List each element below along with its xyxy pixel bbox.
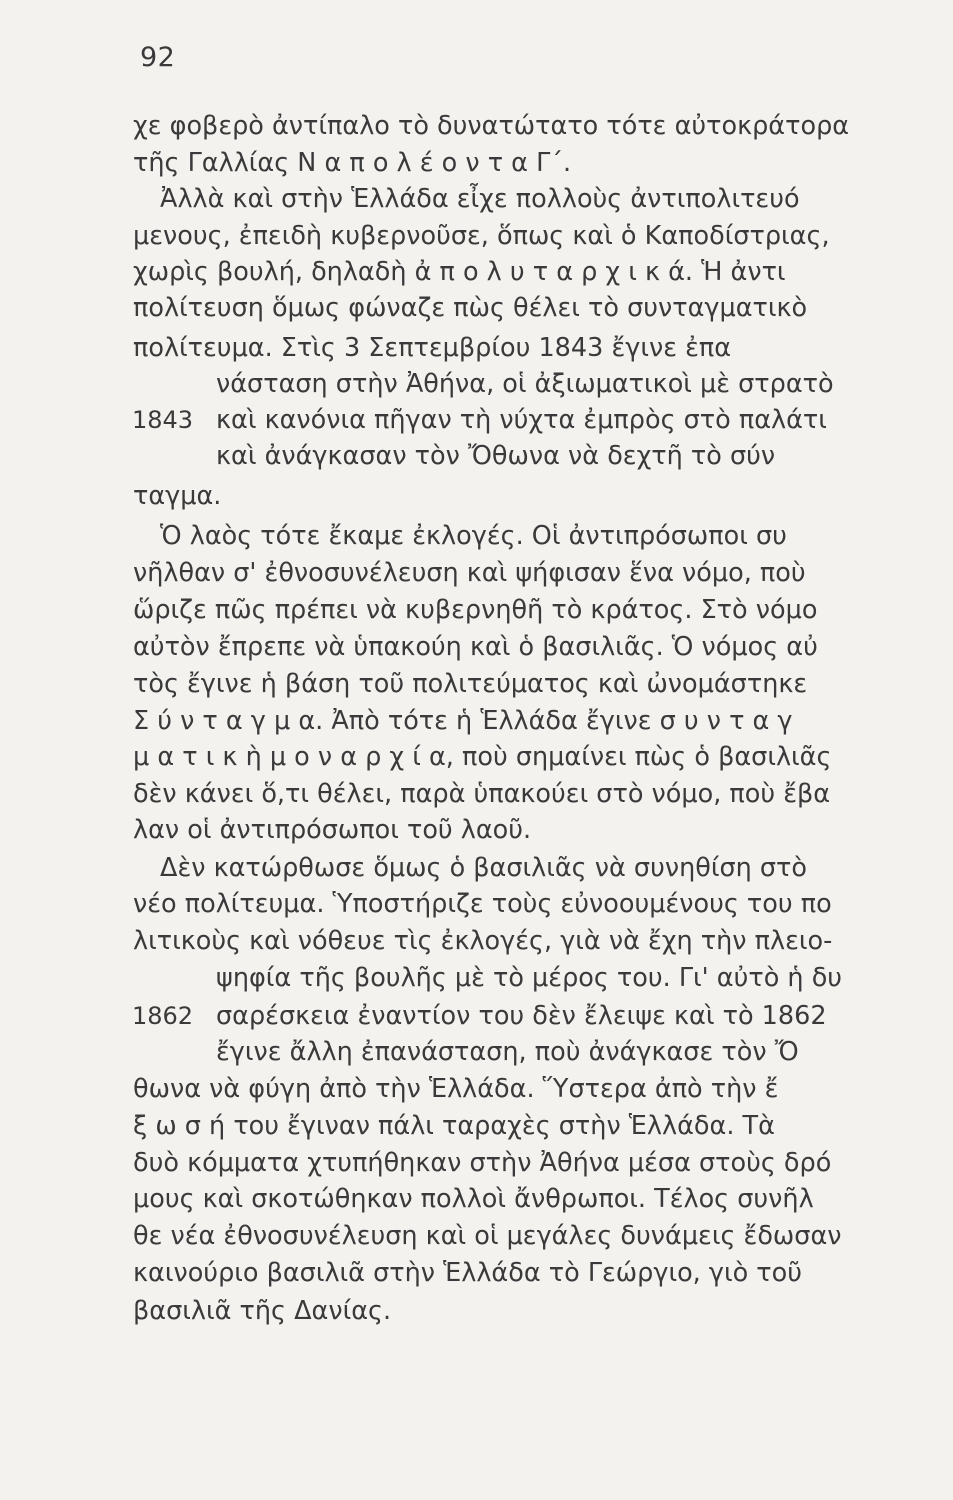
text-line: ξ ω σ ή του ἔγιναν πάλι ταραχὲς στὴν Ἑλλάδα. Τὰ <box>133 1111 775 1141</box>
text-line: μ α τ ι κ ὴ μ ο ν α ρ χ ί α, ποὺ σημαίνει πὼς ὁ βασιλιᾶς <box>133 742 832 772</box>
text-line: λαν οἱ ἀντιπρόσωποι τοῦ λαοῦ. <box>133 815 532 845</box>
text-line: αὐτὸν ἔπρεπε νὰ ὑπακούη καὶ ὁ βασιλιᾶς. Ὁ νόμος αὐ <box>133 632 818 662</box>
text-line: ἔγινε ἄλλη ἐπανάσταση, ποὺ ἀνάγκασε τὸν Ὄ <box>216 1037 799 1067</box>
text-line: Ὁ λαὸς τότε ἔκαμε ἐκλογές. Οἱ ἀντιπρόσωποι συ <box>160 521 787 551</box>
text-line: τῆς Γαλλίας Ν α π ο λ έ ο ν τ α Γ΄. <box>133 148 572 178</box>
text-line: ψηφία τῆς βουλῆς μὲ τὸ μέρος του. Γι' αὐτὸ ἡ δυ <box>216 963 843 993</box>
text-line: Δὲν κατώρθωσε ὅμως ὁ βασιλιᾶς νὰ συνηθίση στὸ <box>160 853 808 883</box>
text-line: λιτικοὺς καὶ νόθευε τὶς ἐκλογές, γιὰ νὰ ἔχη τὴν πλειο- <box>133 926 833 956</box>
text-line: δυὸ κόμματα χτυπήθηκαν στὴν Ἀθήνα μέσα στοὺς δρό <box>133 1148 832 1178</box>
text-line: θωνα νὰ φύγη ἀπὸ τὴν Ἑλλάδα. Ὕστερα ἀπὸ τὴν ἔ <box>133 1074 779 1104</box>
text-line: νάσταση στὴν Ἀθήνα, οἱ ἀξιωματικοὶ μὲ στρατὸ <box>216 369 834 399</box>
page-number: 92 <box>140 42 176 73</box>
text-line: πολίτευμα. Στὶς 3 Σεπτεμβρίου 1843 ἔγινε ἐπα <box>133 333 732 363</box>
text-line: τὸς ἔγινε ἡ βάση τοῦ πολιτεύματος καὶ ὠνομάστηκε <box>133 669 808 699</box>
text-line: ταγμα. <box>133 481 222 511</box>
text-line: καὶ κανόνια πῆγαν τὴ νύχτα ἐμπρὸς στὸ παλάτι <box>216 405 827 435</box>
text-line: βασιλιᾶ τῆς Δανίας. <box>133 1296 392 1326</box>
text-line: Σ ύ ν τ α γ μ α. Ἀπὸ τότε ἡ Ἑλλάδα ἔγινε σ υ ν τ α γ <box>133 706 793 736</box>
margin-note-1862: 1862 <box>132 1002 194 1030</box>
text-line: σαρέσκεια ἐναντίον του δὲν ἔλειψε καὶ τὸ 1862 <box>216 1001 827 1031</box>
text-line: χε φοβερὸ ἀντίπαλο τὸ δυνατώτατο τότε αὐτοκράτορα <box>133 111 850 141</box>
text-line: νέο πολίτευμα. Ὑποστήριζε τοὺς εὐνοουμένους του πο <box>133 889 832 919</box>
text-line: νῆλθαν σ' ἐθνοσυνέλευση καὶ ψήφισαν ἕνα νόμο, ποὺ <box>133 558 806 588</box>
text-line: μενους, ἐπειδὴ κυβερνοῦσε, ὅπως καὶ ὁ Καποδίστριας, <box>133 221 830 251</box>
text-line: Ἀλλὰ καὶ στὴν Ἑλλάδα εἶχε πολλοὺς ἀντιπολιτευό <box>160 184 800 214</box>
text-line: ὥριζε πῶς πρέπει νὰ κυβερνηθῆ τὸ κράτος. Στὸ νόμο <box>133 595 818 625</box>
text-line: δὲν κάνει ὅ,τι θέλει, παρὰ ὑπακούει στὸ νόμο, ποὺ ἔβα <box>133 779 831 809</box>
text-line: καὶ ἀνάγκασαν τὸν Ὄθωνα νὰ δεχτῆ τὸ σύν <box>216 441 776 471</box>
margin-note-1843: 1843 <box>132 406 194 434</box>
text-line: πολίτευση ὅμως φώναζε πὼς θέλει τὸ συνταγματικὸ <box>133 293 808 323</box>
text-line: μους καὶ σκοτώθηκαν πολλοὶ ἄνθρωποι. Τέλος συνῆλ <box>133 1184 814 1214</box>
text-line: καινούριο βασιλιᾶ στὴν Ἑλλάδα τὸ Γεώργιο, γιὸ τοῦ <box>133 1258 803 1288</box>
text-line: χωρὶς βουλή, δηλαδὴ ἀ π ο λ υ τ α ρ χ ι κ ά. Ἡ ἀντι <box>133 257 786 287</box>
text-line: θε νέα ἐθνοσυνέλευση καὶ οἱ μεγάλες δυνάμεις ἔδωσαν <box>133 1221 842 1251</box>
